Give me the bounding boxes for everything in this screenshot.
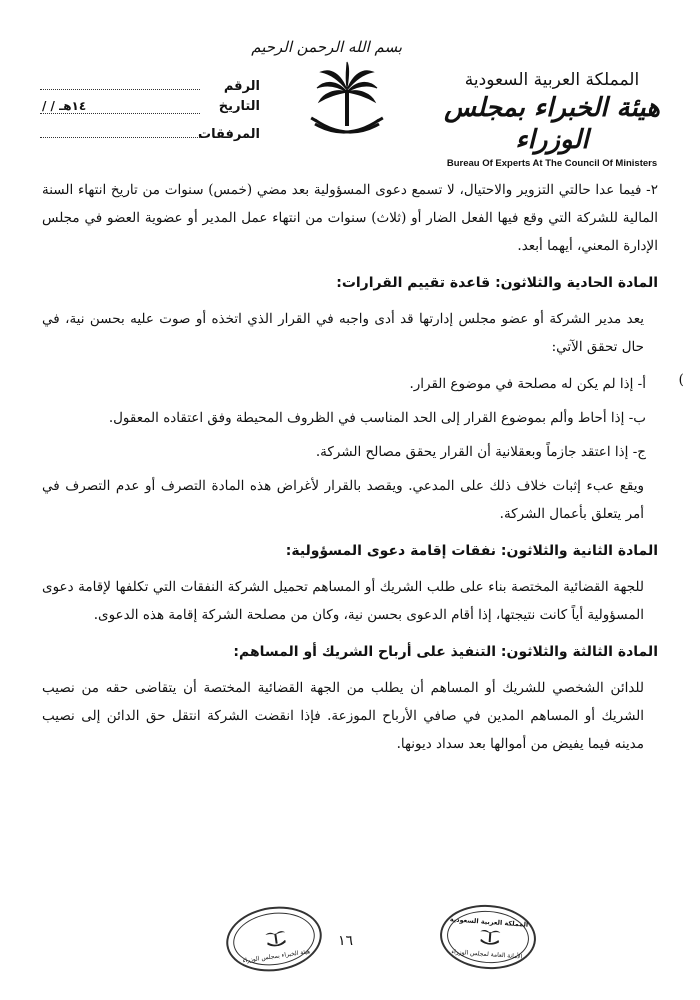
field-attachments-value	[40, 123, 200, 138]
article-33-paragraph-1: للدائن الشخصي للشريك أو المساهم أن يطلب من الجهة القضائية المختصة أن يتقاضى حقه من نصيب الشريك أو المساهم المدين في صافي الأرباح الموزعة. فإذا انقضت الشركة انتقل حق الدائن إلى نصيب مدينه فيما يفيض من أموالها بعد سداد ديونها.	[42, 680, 644, 752]
palm-swords-stamp-icon	[263, 927, 290, 952]
paragraph-clause-2: ٢- فيما عدا حالتي التزوير والاحتيال، لا تسمع دعوى المسؤولية بعد مضي (خمس) سنوات من تاريخ انتهاء السنة المالية للشركة التي وقع فيها الفعل الضار أو (ثلاث) سنوات من انتهاء عمل المدير أو عضوية العضو في مجلس الإدارة المعني، أيهما أبعد.	[42, 182, 658, 254]
field-date-value: / / ١٤هـ	[40, 99, 200, 114]
field-date-label: التاريخ	[218, 99, 260, 114]
field-attachments	[40, 123, 260, 147]
palm-swords-stamp-icon	[477, 926, 502, 950]
field-number-value	[40, 75, 200, 90]
article-31-paragraph-2: ويقع عبء إثبات خلاف ذلك على المدعي. ويقصد بالقرار لأغراض هذه المادة التصرف أو عدم التصرف في أمر يتعلق بأعمال الشركة.	[42, 478, 644, 522]
official-stamp-left	[222, 901, 326, 978]
stamp-left-text: هيئة الخبراء بمجلس الوزراء	[242, 948, 311, 965]
stamp-right-bottom-text: الأمانة العامة لمجلس الوزراء	[451, 948, 523, 961]
article-33-title: المادة الثالثة والثلاثون: التنفيذ على أرباح الشريك أو المساهم:	[233, 644, 658, 660]
reference-fields	[40, 75, 260, 147]
document-body	[42, 176, 658, 767]
official-stamp-right	[438, 902, 538, 973]
margin-mark: (	[678, 372, 684, 388]
palm-swords-icon	[307, 58, 387, 154]
page-number: ١٦	[338, 933, 354, 949]
article-31-item-c: ج- إذا اعتقد جازماً وبعقلانية أن القرار يحقق مصالح الشركة.	[315, 444, 646, 460]
article-31-title: المادة الحادية والثلاثون: قاعدة تقييم القرارات:	[336, 275, 658, 291]
article-31-paragraph-1: يعد مدير الشركة أو عضو مجلس إدارتها قد أدى واجبه في القرار الذي اتخذه أو صوت عليه بحسن نية، في حال تحقق الآتي:	[42, 311, 644, 355]
field-date	[40, 99, 260, 123]
article-32-paragraph-1: للجهة القضائية المختصة بناء على طلب الشريك أو المساهم تحميل الشركة النفقات التي تكلفها لإقامة دعوى المسؤولية أياً كانت نتيجتها، إذا أقام الدعوى بحسن نية، وكان من مصلحة الشركة إقامة هذه الدعوى.	[42, 579, 644, 623]
kingdom-name: المملكة العربية السعودية	[464, 70, 640, 90]
bureau-name-arabic: هيئة الخبراء بمجلس الوزراء	[444, 93, 660, 155]
article-31-item-b: ب- إذا أحاط وألم بموضوع القرار إلى الحد المناسب في الظروف المحيطة وفق اعتقاده المعقول.	[108, 410, 646, 426]
bureau-name-english: Bureau Of Experts At The Council Of Ministers	[446, 158, 658, 169]
stamp-right-top-text: المملكة العربية السعودية	[449, 915, 529, 929]
field-number-label: الرقم	[223, 79, 260, 94]
field-attachments-label: المرفقات	[198, 127, 260, 142]
footer	[0, 895, 700, 985]
national-emblem	[251, 38, 402, 158]
field-number	[40, 75, 260, 99]
article-32-title: المادة الثانية والثلاثون: نفقات إقامة دعوى المسؤولية:	[285, 543, 658, 559]
basmala: بسم الله الرحمن الرحيم	[251, 38, 402, 56]
letterhead-org	[432, 70, 672, 169]
article-31-item-a: أ- إذا لم يكن له مصلحة في موضوع القرار.	[409, 376, 646, 392]
